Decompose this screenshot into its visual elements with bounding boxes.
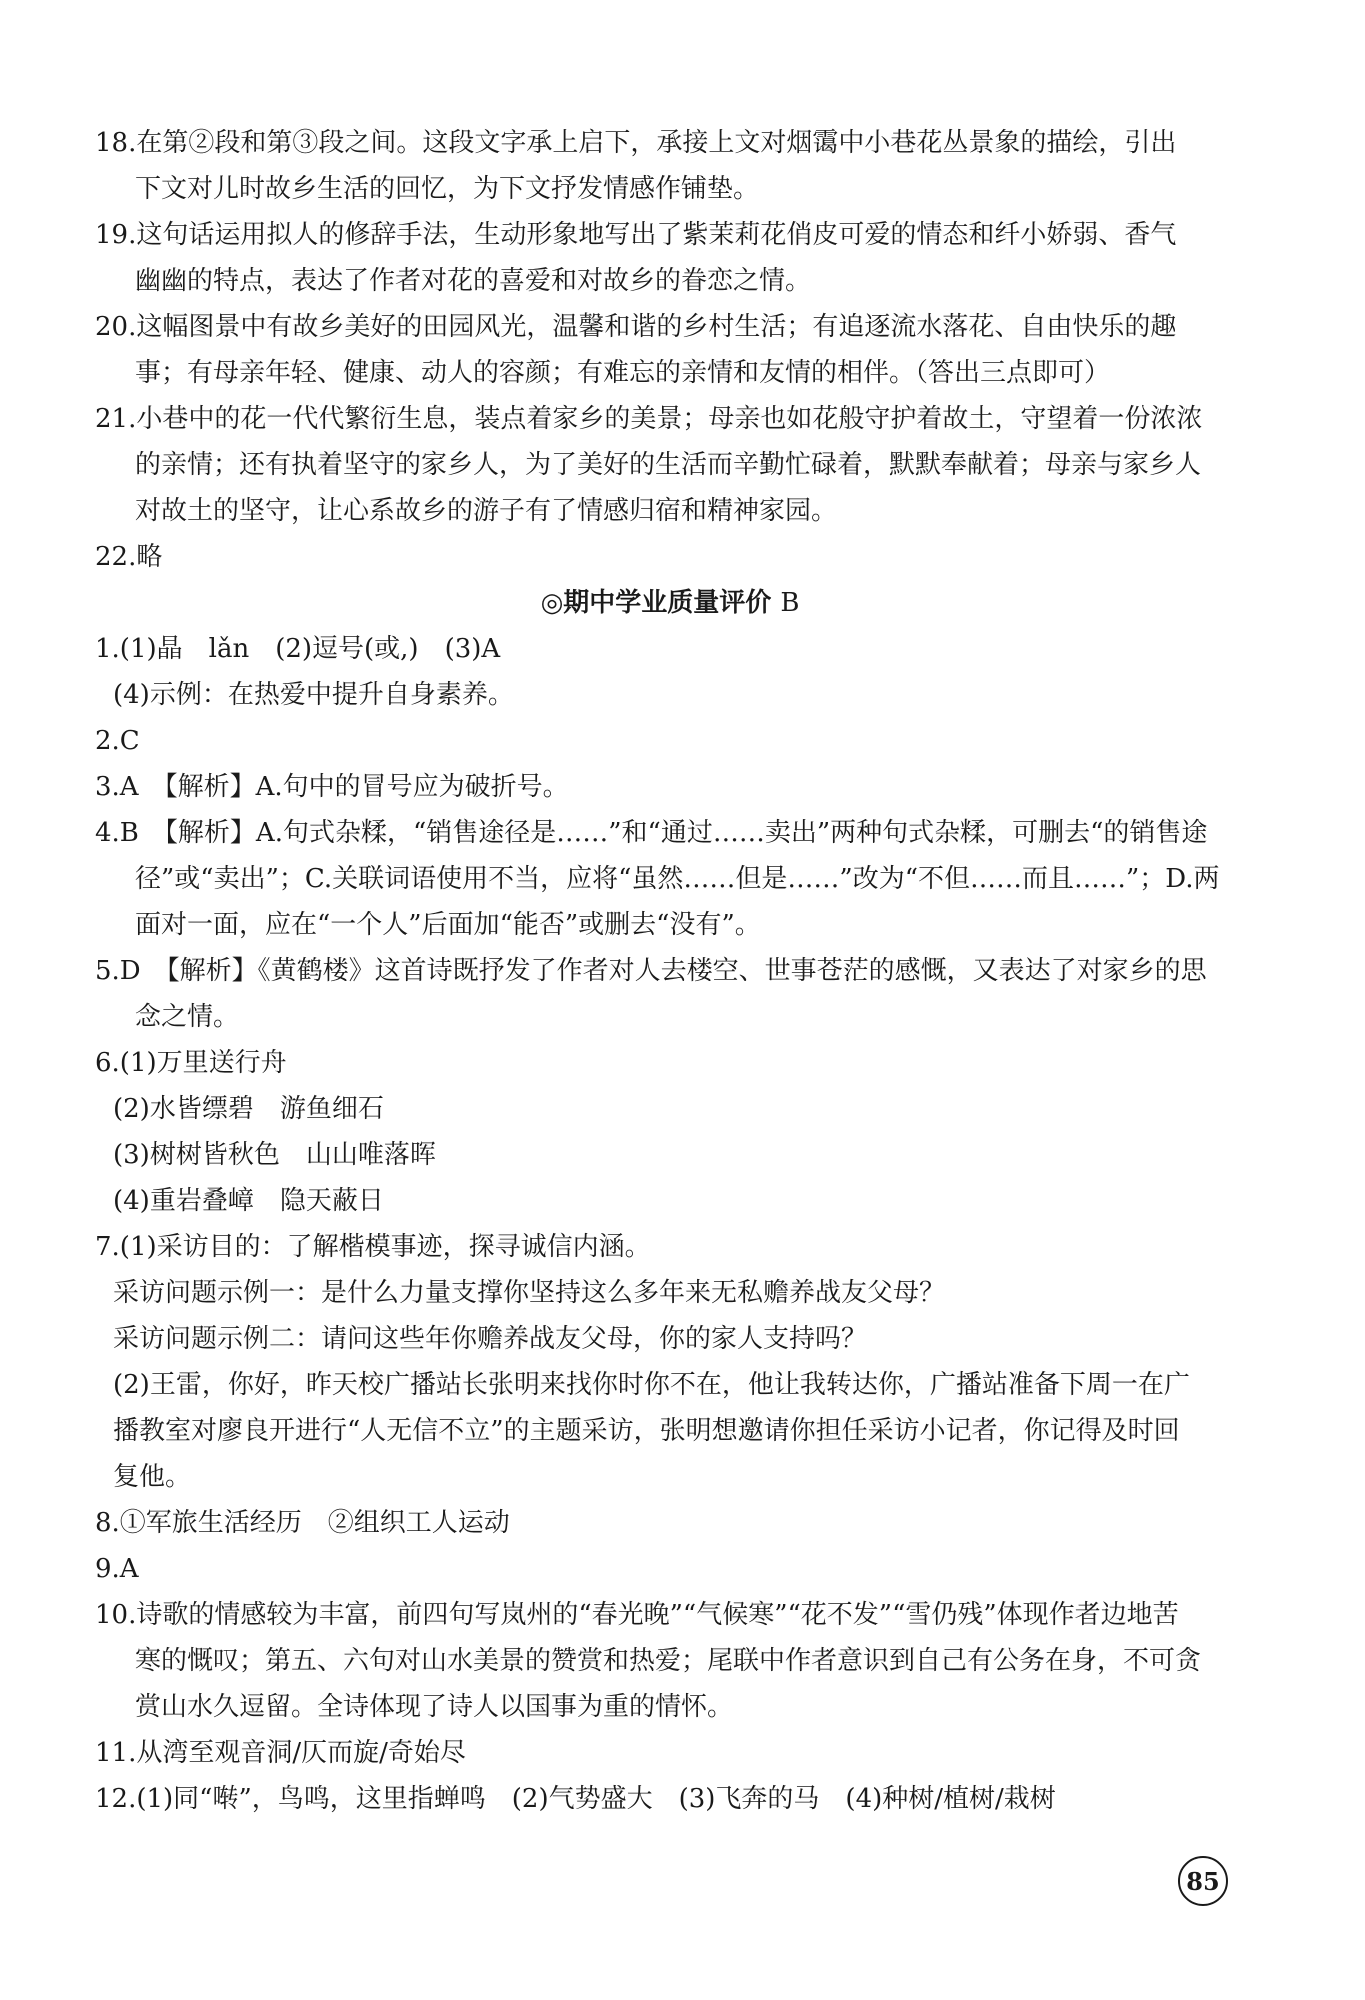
answer-line: 5.D 【解析】《黄鹤楼》这首诗既抒发了作者对人去楼空、世事苍茫的感慨，又表达了对家乡的思 <box>95 956 1207 986</box>
answer-line: 11.从湾至观音洞/仄而旋/奇始尽 <box>95 1738 466 1768</box>
answer-line: 12.(1)同“啭”，鸟鸣，这里指蝉鸣 (2)气势盛大 (3)飞奔的马 (4)种树/植树/栽树 <box>95 1784 1056 1814</box>
answer-line: 幽幽的特点，表达了作者对花的喜爱和对故乡的眷恋之情。 <box>135 266 812 296</box>
answer-line: 8.①军旅生活经历 ②组织工人运动 <box>95 1508 510 1538</box>
answer-line: 21.小巷中的花一代代繁衍生息，装点着家乡的美景；母亲也如花般守护着故土，守望着一份浓浓 <box>95 404 1203 434</box>
midterm-answers <box>95 626 1245 1822</box>
answer-line: 19.这句话运用拟人的修辞手法，生动形象地写出了紫茉莉花俏皮可爱的情态和纤小娇弱、香气 <box>95 220 1177 250</box>
answer-line: 下文对儿时故乡生活的回忆，为下文抒发情感作铺垫。 <box>135 174 760 204</box>
answer-line: 7.(1)采访目的：了解楷模事迹，探寻诚信内涵。 <box>95 1232 651 1262</box>
answer-line: 3.A 【解析】A.句中的冒号应为破折号。 <box>95 772 569 802</box>
answer-subline: 播教室对廖良开进行“人无信不立”的主题采访，张明想邀请你担任采访小记者，你记得及时回 <box>113 1416 1180 1446</box>
answer-line: 念之情。 <box>135 1002 240 1032</box>
answer-line: 对故土的坚守，让心系故乡的游子有了情感归宿和精神家园。 <box>135 496 838 526</box>
answer-line: 寒的慨叹；第五、六句对山水美景的赞赏和热爱；尾联中作者意识到自己有公务在身，不可贪 <box>135 1646 1202 1676</box>
answer-subline: 复他。 <box>113 1462 192 1492</box>
answer-line: 22.略 <box>95 542 163 572</box>
previous-answers <box>95 120 1245 580</box>
answer-line: 径”或“卖出”；C.关联词语使用不当，应将“虽然……但是……”改为“不但……而且……”；D.两 <box>135 864 1220 894</box>
answer-line: 事；有母亲年轻、健康、动人的容颜；有难忘的亲情和友情的相伴。（答出三点即可） <box>135 358 1111 388</box>
answer-line: 2.C <box>95 726 140 756</box>
answer-subline: (2)王雷，你好，昨天校广播站长张明来找你时你不在，他让我转达你，广播站准备下周一在广 <box>113 1370 1190 1400</box>
answer-line: 9.A <box>95 1554 139 1584</box>
answer-line: 面对一面，应在“一个人”后面加“能否”或删去“没有”。 <box>135 910 761 940</box>
answer-line: 1.(1)晶 lǎn (2)逗号(或,) (3)A <box>95 634 501 664</box>
answer-line: 20.这幅图景中有故乡美好的田园风光，温馨和谐的乡村生活；有追逐流水落花、自由快乐的趣 <box>95 312 1177 342</box>
answer-line: 10.诗歌的情感较为丰富，前四句写岚州的“春光晚”“气候寒”“花不发”“雪仍残”体现作者边地苦 <box>95 1600 1179 1630</box>
answer-line: 6.(1)万里送行舟 <box>95 1048 287 1078</box>
answer-subline: (2)水皆缥碧 游鱼细石 <box>113 1094 384 1124</box>
page-number: 85 <box>1178 1856 1228 1906</box>
answer-line: 18.在第②段和第③段之间。这段文字承上启下，承接上文对烟霭中小巷花丛景象的描绘，引出 <box>95 128 1177 158</box>
answer-subline: (3)树树皆秋色 山山唯落晖 <box>113 1140 436 1170</box>
answer-subline: 采访问题示例一：是什么力量支撑你坚持这么多年来无私赡养战友父母？ <box>113 1278 946 1308</box>
answer-page <box>95 120 1245 1822</box>
answer-line: 4.B 【解析】A.句式杂糅，“销售途径是……”和“通过……卖出”两种句式杂糅，可删去“的销售途 <box>95 818 1208 848</box>
answer-line: 赏山水久逗留。全诗体现了诗人以国事为重的情怀。 <box>135 1692 734 1722</box>
section-title <box>95 580 1245 626</box>
answer-subline: 采访问题示例二：请问这些年你赡养战友父母，你的家人支持吗？ <box>113 1324 868 1354</box>
section-grade: B <box>780 588 800 618</box>
answer-subline: (4)示例：在热爱中提升自身素养。 <box>113 680 514 710</box>
answer-subline: (4)重岩叠嶂 隐天蔽日 <box>113 1186 384 1216</box>
answer-line: 的亲情；还有执着坚守的家乡人，为了美好的生活而辛勤忙碌着，默默奉献着；母亲与家乡人 <box>135 450 1202 480</box>
section-title-text: ◎期中学业质量评价 <box>540 588 772 618</box>
